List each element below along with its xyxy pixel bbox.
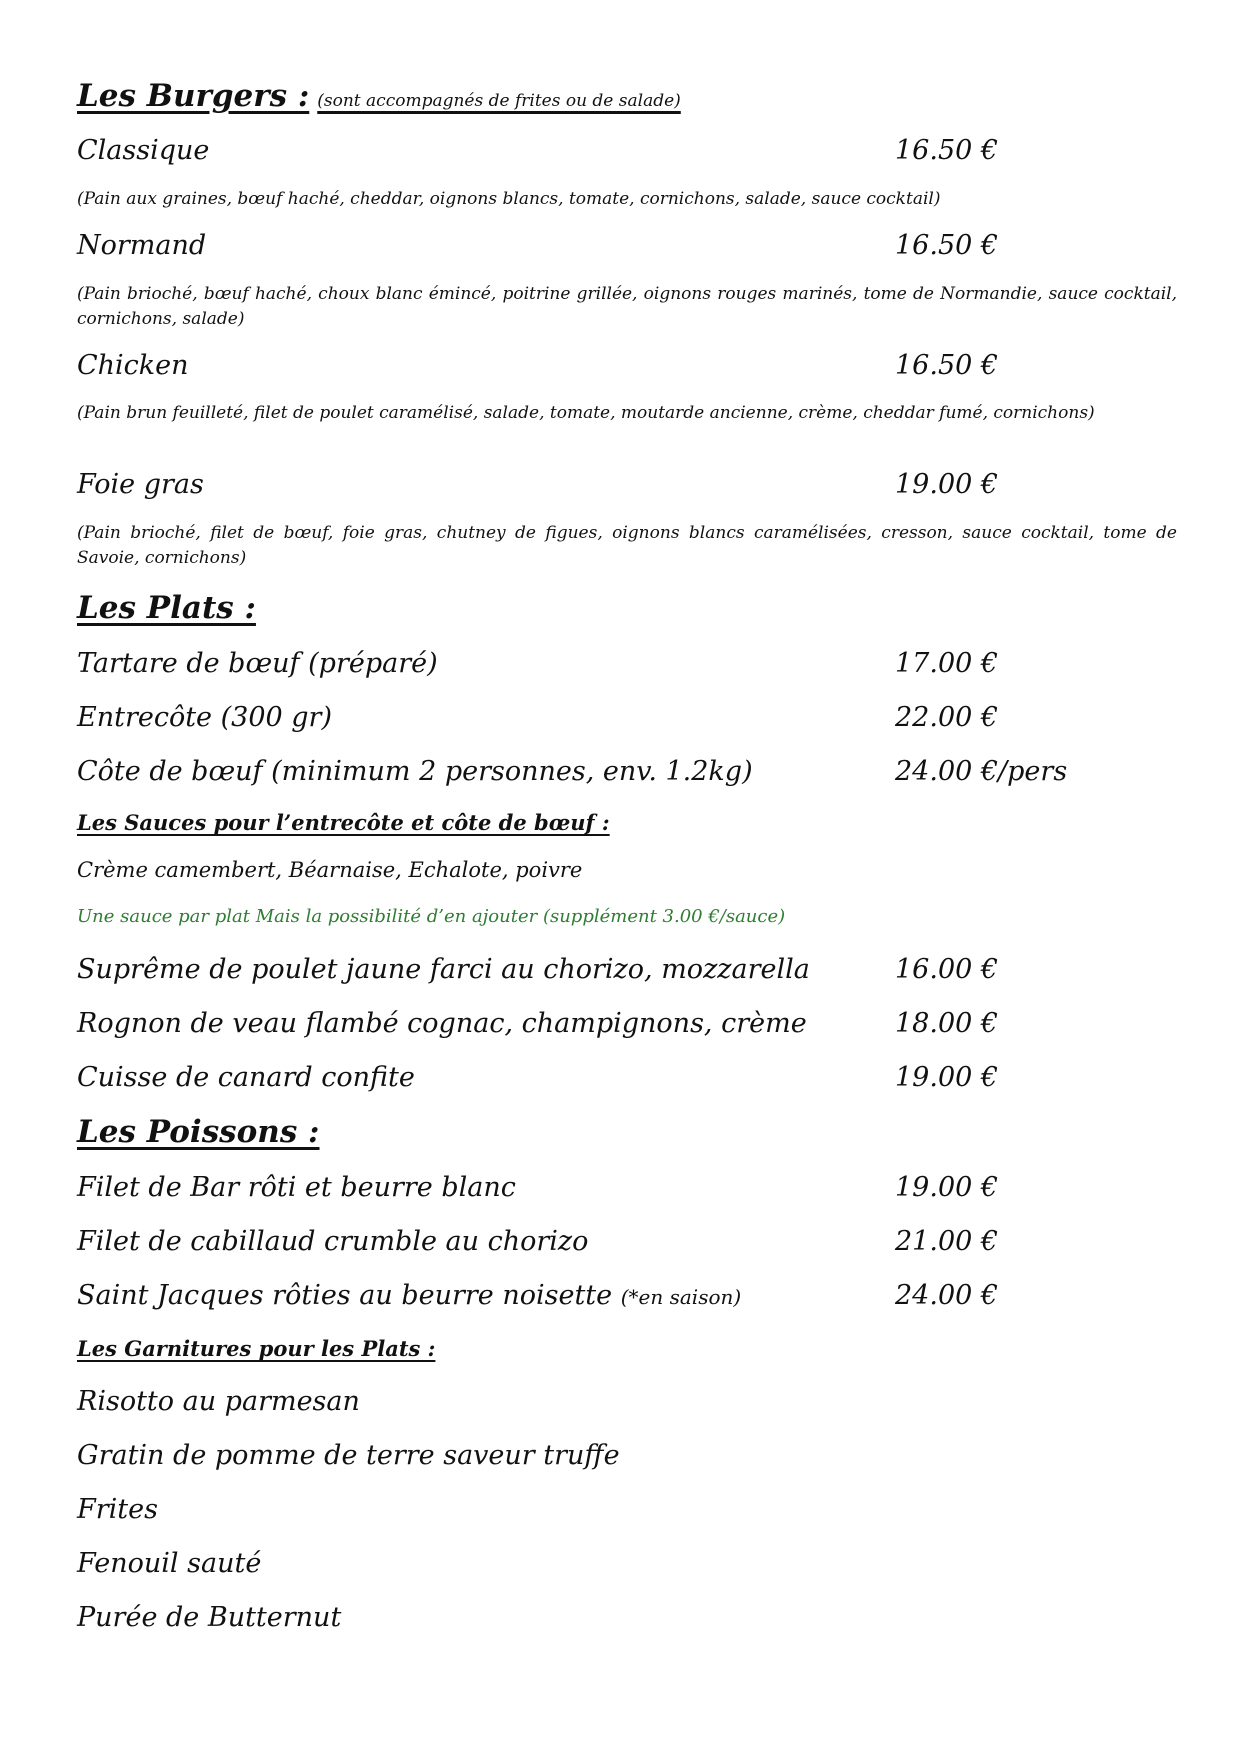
burger-price: 19.00 € xyxy=(895,469,999,500)
dish-name: Rognon de veau flambé cognac, champignons, crème xyxy=(77,1008,807,1039)
garniture-item: Gratin de pomme de terre saveur truffe xyxy=(77,1440,620,1471)
dish-name: Suprême de poulet jaune farci au chorizo, mozzarella xyxy=(77,954,810,985)
burger-name: Foie gras xyxy=(77,469,204,500)
dish-name: Cuisse de canard confite xyxy=(77,1062,415,1093)
burger-description: (Pain brioché, filet de bœuf, foie gras, chutney de figues, oignons blancs caramélisées, cresson, sauce cocktail, tome de Savoie, cornichons) xyxy=(77,523,1177,568)
section-title-plats: Les Plats : xyxy=(77,590,256,626)
fish-name: Filet de Bar rôti et beurre blanc xyxy=(77,1172,516,1203)
section-title-poissons: Les Poissons : xyxy=(77,1114,320,1150)
dish-name: Entrecôte (300 gr) xyxy=(77,702,332,733)
burger-name: Classique xyxy=(77,135,210,166)
season-note: (*en saison) xyxy=(620,1285,742,1309)
burger-description: (Pain brioché, bœuf haché, choux blanc émincé, poitrine grillée, oignons rouges marinés, tome de Normandie, sauce cocktail, cornichons, salade) xyxy=(77,284,1177,329)
fish-name: Saint Jacques rôties au beurre noisette (*en saison) xyxy=(77,1280,742,1311)
burger-price: 16.50 € xyxy=(895,135,999,166)
burger-description: (Pain aux graines, bœuf haché, cheddar, oignons blancs, tomate, cornichons, salade, sauce cocktail) xyxy=(77,189,941,209)
garniture-item: Purée de Butternut xyxy=(77,1602,342,1633)
dish-price: 19.00 € xyxy=(895,1062,999,1093)
dish-price: 18.00 € xyxy=(895,1008,999,1039)
garniture-item: Fenouil sauté xyxy=(77,1548,262,1579)
burger-name: Chicken xyxy=(77,350,189,381)
dish-price: 17.00 € xyxy=(895,648,999,679)
burger-price: 16.50 € xyxy=(895,350,999,381)
fish-price: 24.00 € xyxy=(895,1280,999,1311)
dish-name: Tartare de bœuf (préparé) xyxy=(77,648,438,679)
dish-name: Côte de bœuf (minimum 2 personnes, env. 1.2kg) xyxy=(77,756,753,787)
sauces-title: Les Sauces pour l’entrecôte et côte de bœuf : xyxy=(77,810,610,835)
burger-price: 16.50 € xyxy=(895,230,999,261)
burger-description: (Pain brun feuilleté, filet de poulet caramélisé, salade, tomate, moutarde ancienne, crème, cheddar fumé, cornichons) xyxy=(77,403,1095,423)
burgers-note: (sont accompagnés de frites ou de salade) xyxy=(317,91,681,111)
sauces-note: Une sauce par plat Mais la possibilité d’en ajouter (supplément 3.00 €/sauce) xyxy=(77,906,786,927)
fish-price: 19.00 € xyxy=(895,1172,999,1203)
dish-price: 24.00 €/pers xyxy=(895,756,1068,787)
garnitures-title: Les Garnitures pour les Plats : xyxy=(77,1336,436,1361)
garniture-item: Risotto au parmesan xyxy=(77,1386,360,1417)
section-title-burgers: Les Burgers : (sont accompagnés de frites ou de salade) xyxy=(77,78,681,114)
fish-name: Filet de cabillaud crumble au chorizo xyxy=(77,1226,589,1257)
burger-name: Normand xyxy=(77,230,207,261)
dish-price: 22.00 € xyxy=(895,702,999,733)
fish-price: 21.00 € xyxy=(895,1226,999,1257)
sauces-list: Crème camembert, Béarnaise, Echalote, poivre xyxy=(77,858,583,882)
dish-price: 16.00 € xyxy=(895,954,999,985)
garniture-item: Frites xyxy=(77,1494,158,1525)
